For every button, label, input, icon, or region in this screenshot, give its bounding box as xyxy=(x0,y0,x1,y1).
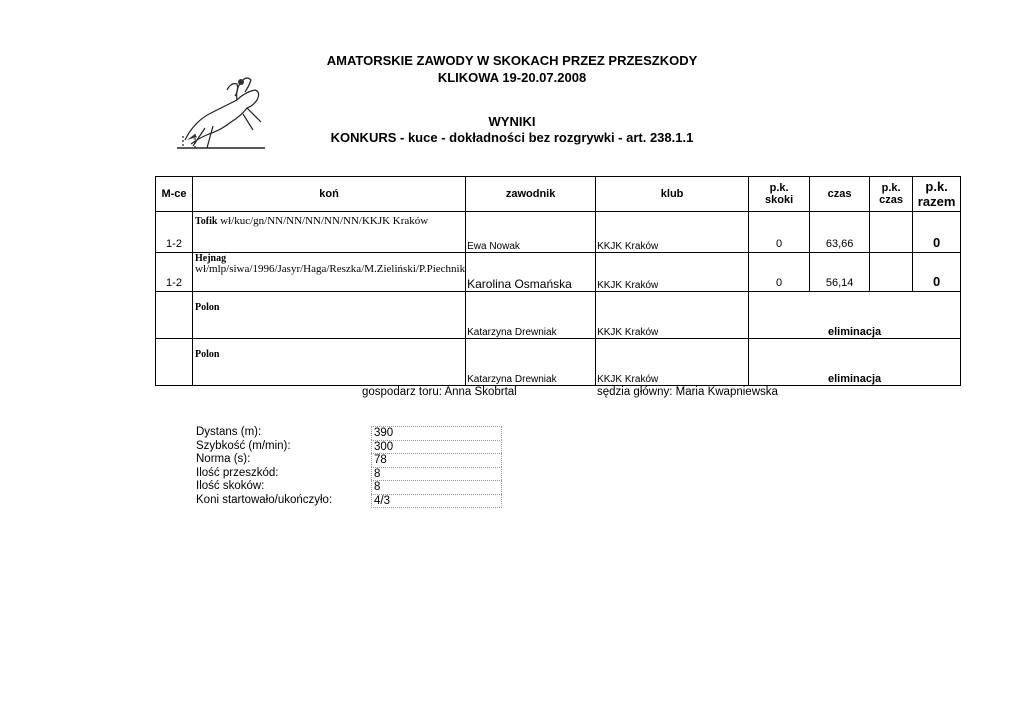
param-label: Ilość skoków: xyxy=(196,480,265,492)
pk-jumps-cell: 0 xyxy=(749,212,810,253)
param-label: Koni startowało/ukończyło: xyxy=(196,493,333,506)
club-cell: KKJK Kraków xyxy=(596,339,749,386)
param-value: 4/3 xyxy=(371,494,502,509)
horse-cell: Tofik wł/kuc/gn/NN/NN/NN/NN/NN/KKJK Kraków xyxy=(193,212,466,253)
param-label: Dystans (m): xyxy=(196,426,262,438)
header-place: M-ce xyxy=(156,177,193,212)
table-row xyxy=(156,339,961,386)
result-cell: eliminacja xyxy=(749,339,961,386)
course-builder: gospodarz toru: Anna Skobrtal xyxy=(362,386,517,398)
club-cell: KKJK Kraków xyxy=(596,212,749,253)
total-cell: 0 xyxy=(913,212,961,253)
rider-cell: Katarzyna Drewniak xyxy=(466,339,596,386)
competition-title: KONKURS - kuce - dokładności bez rozgrywki - art. 238.1.1 xyxy=(330,130,694,145)
total-cell: 0 xyxy=(913,253,961,292)
header-pk-total: p.k. razem xyxy=(913,177,961,212)
horse-cell: Hejnag wł/mlp/siwa/1996/Jasyr/Haga/Reszka/M.Zieliński/P.Piechnik xyxy=(193,253,466,292)
horse-cell: Polon xyxy=(193,292,466,339)
results-heading: WYNIKI xyxy=(488,114,536,129)
header-pk-jumps: p.k. skoki xyxy=(749,177,810,212)
header-horse: koń xyxy=(193,177,466,212)
pk-time-cell xyxy=(870,212,913,253)
time-cell: 56,14 xyxy=(810,253,870,292)
table-header-row xyxy=(156,177,961,212)
results-table xyxy=(155,176,961,386)
event-location-date: KLIKOWA 19-20.07.2008 xyxy=(437,70,587,85)
param-label: Szybkość (m/min): xyxy=(196,439,291,452)
rider-cell: Katarzyna Drewniak xyxy=(466,292,596,339)
event-title: AMATORSKIE ZAWODY W SKOKACH PRZEZ PRZESZKODY xyxy=(326,53,698,68)
table-row xyxy=(156,292,961,339)
rider-cell: Karolina Osmańska xyxy=(466,253,596,292)
param-label: Ilość przeszkód: xyxy=(196,466,279,479)
param-value: 8 xyxy=(371,467,502,481)
pk-time-cell xyxy=(870,253,913,292)
params-labels xyxy=(196,426,332,507)
param-value: 390 xyxy=(371,426,502,440)
club-cell: KKJK Kraków xyxy=(596,292,749,339)
table-row xyxy=(156,212,961,253)
header-rider: zawodnik xyxy=(466,177,596,212)
param-value: 300 xyxy=(371,440,502,454)
result-cell: eliminacja xyxy=(749,292,961,339)
rider-cell: Ewa Nowak xyxy=(466,212,596,253)
param-label: Norma (s): xyxy=(196,453,251,465)
place-cell xyxy=(156,339,193,386)
header-pk-time: p.k. czas xyxy=(870,177,913,212)
param-value: 8 xyxy=(371,480,502,494)
place-cell: 1-2 xyxy=(156,212,193,253)
table-row xyxy=(156,253,961,292)
pk-jumps-cell: 0 xyxy=(749,253,810,292)
param-value: 78 xyxy=(371,453,502,467)
time-cell: 63,66 xyxy=(810,212,870,253)
horse-cell: Polon xyxy=(193,339,466,386)
params-values xyxy=(371,426,502,508)
chief-judge: sędzia główny: Maria Kwapniewska xyxy=(597,386,778,398)
place-cell xyxy=(156,292,193,339)
club-cell: KKJK Kraków xyxy=(596,253,749,292)
header-club: klub xyxy=(596,177,749,212)
place-cell: 1-2 xyxy=(156,253,193,292)
header-time: czas xyxy=(810,177,870,212)
